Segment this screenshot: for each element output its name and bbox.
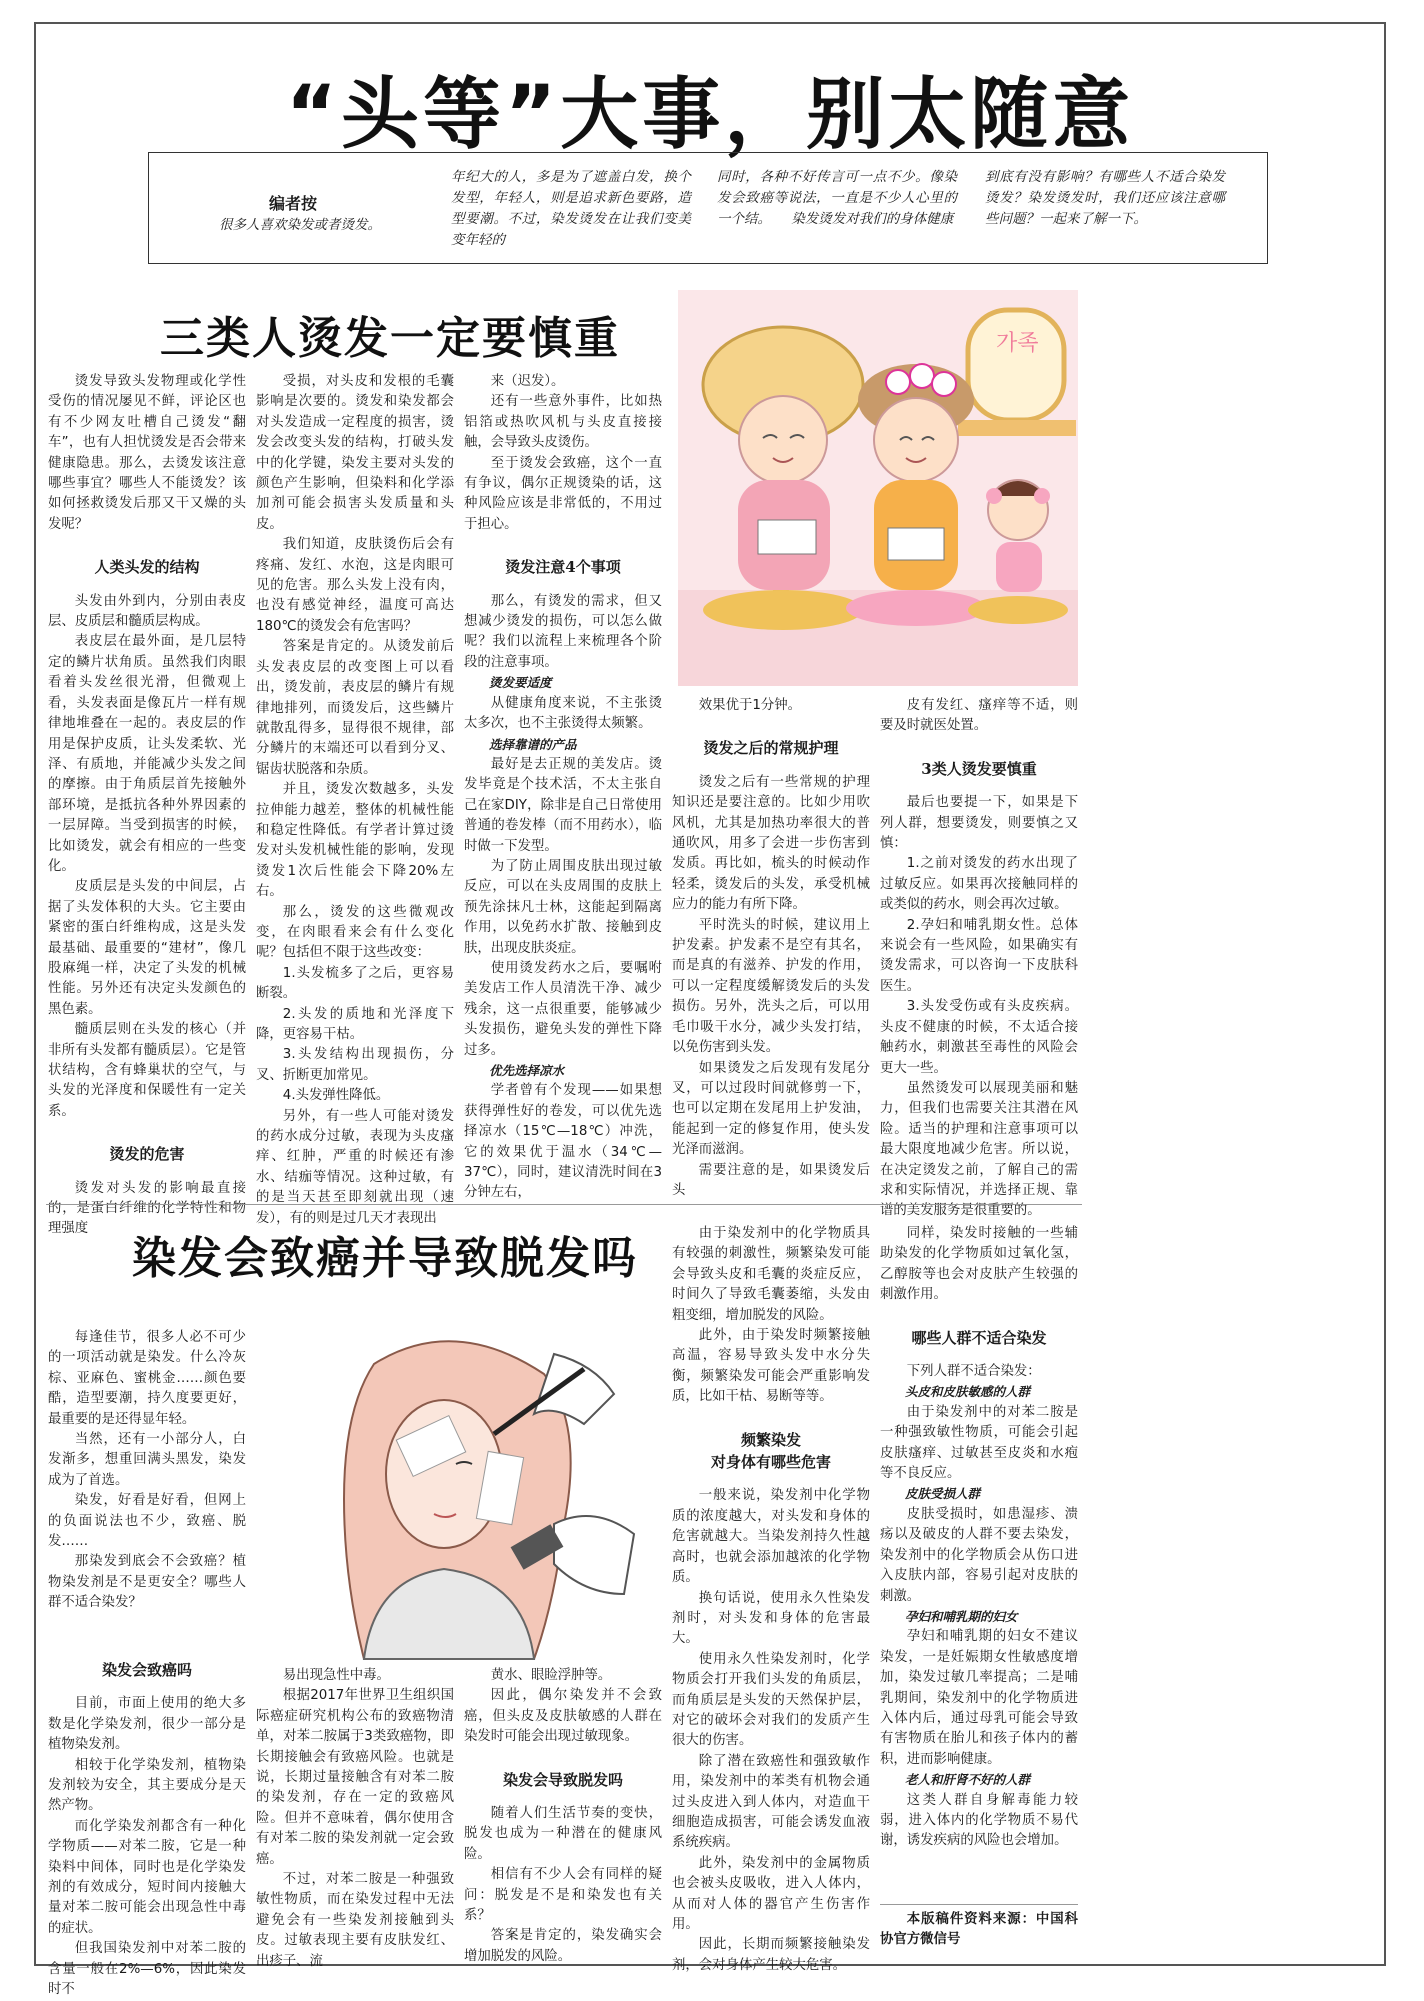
paragraph: 每逢佳节，很多人必不可少的一项活动就是染发。什么冷灰棕、亚麻色、蜜桃金……颜色要酷，造型要潮，持久度要更好，最重要的是还得显年轻。 xyxy=(48,1330,246,1427)
paragraph: 来（迟发）。 xyxy=(490,374,565,389)
paragraph: 3.头发结构出现损伤，分叉、折断更加常见。 xyxy=(256,1047,454,1083)
paragraph: 黄水、眼睑浮肿等。 xyxy=(490,1668,612,1683)
paragraph: 当然，还有一小部分人，白发渐多，想重回满头黑发，染发成为了首选。 xyxy=(48,1432,246,1488)
family-salon-illustration xyxy=(678,290,1078,686)
paragraph: 还有一些意外事件，比如热铝箔或热吹风机与头皮直接接触，会导致头皮烫伤。 xyxy=(464,394,662,451)
paragraph: 烫发导致头发物理或化学性受伤的情况屡见不鲜，评论区也有不少网友吐槽自己烫发“翻车”，也有人担忧烫发是否会带来健康隐患。那么，去烫发该注意哪些事宜？哪些人不能烫发？该如何拯救烫发后那又干又燥的头发呢？ xyxy=(48,374,246,532)
paragraph: 效果优于1分钟。 xyxy=(698,698,802,713)
paragraph: 答案是肯定的。从烫发前后头发表皮层的改变图上可以看出，烫发前，表皮层的鳞片有规律地排列，而烫发后，这些鳞片就散乱得多，显得很不规律，部分鳞片的末端还可以看到分叉、锯齿状脱落和杂质。 xyxy=(256,639,454,777)
paragraph: 至于烫发会致癌，这个一直有争议，偶尔正规烫染的话，这种风险应该是非常低的，不用过于担心。 xyxy=(464,455,662,532)
paragraph: 1.头发梳多了之后，更容易断裂。 xyxy=(256,965,454,1002)
paragraph: 头发由外到内，分别由表皮层、皮质层和髓质层构成。 xyxy=(48,593,246,630)
section-subheading: 烫发的危害 xyxy=(109,1145,185,1164)
section-divider xyxy=(46,1204,1082,1205)
article2-col3 xyxy=(464,1666,662,1962)
paragraph: 下列人群不适合染发： xyxy=(906,1364,1041,1380)
paragraph: 换句话说，使用永久性染发剂时，对头发和身体的危害最大。 xyxy=(672,1590,870,1647)
minor-heading: 烫发要适度 xyxy=(489,675,552,691)
paragraph: 这类人群自身解毒能力较弱，进入体内的化学物质不易代谢，诱发疾病的风险也会增加。 xyxy=(880,1792,1078,1849)
article1-title: 三类人烫发一定要慎重 xyxy=(160,313,620,364)
paragraph: 此外，染发剂中的金属物质也会被头皮吸收，进入人体内，从而对人体的器官产生伤害作用。 xyxy=(672,1855,870,1932)
section-subheading: 哪些人群不适合染发 xyxy=(911,1328,1047,1347)
credit-line xyxy=(880,1910,1078,1960)
section-subheading: 频繁染发 xyxy=(740,1430,801,1449)
paragraph: 同样，染发时接触的一些辅助染发的化学物质如过氧化氢，乙醇胺等也会对皮肤产生较强的刺激作用。 xyxy=(880,1226,1078,1303)
credit-divider xyxy=(880,1904,1078,1905)
section-subheading: 对身体有哪些危害 xyxy=(710,1453,831,1472)
paragraph: 那染发到底会不会致癌？植物染发剂是不是更安全？哪些人群不适合染发？ xyxy=(48,1554,246,1611)
paragraph: 受损，对头皮和发根的毛囊影响是次要的。烫发和染发都会对头发造成一定程度的损害，烫发会改变头发的结构，打破头发中的化学键，染发主要对头发的颜色产生影响，但染料和化学添加剂可能会损害头发质量和头皮。 xyxy=(256,374,454,532)
paragraph: 学者曾有个发现——如果想获得弹性好的卷发，可以优先选择凉水（15℃—18℃）冲洗，它的效果优于温水（34℃—37℃），同时，建议清洗时间在3分钟左右， xyxy=(464,1083,662,1201)
paragraph: 皮质层是头发的中间层，占据了头发体积的大头。它主要由紧密的蛋白纤维构成，这是头发最基础、最重要的“建材”，像几股麻绳一样，决定了头发的机械性能。另外还有决定头发颜色的黑色素。 xyxy=(48,879,246,1017)
minor-heading: 优先选择凉水 xyxy=(489,1063,565,1078)
article1-col4 xyxy=(672,696,870,1196)
hair-dye-illustration xyxy=(254,1324,662,1659)
paragraph: 为了防止周围皮肤出现过敏反应，可以在头皮周围的皮肤上预先涂抹凡士林，这能起到隔离作用，以免药水扩散、接触到皮肤，出现皮肤炎症。 xyxy=(464,858,662,956)
editor-note-col1: 很多人喜欢染发或者烫发。 xyxy=(219,217,381,233)
article1-col3 xyxy=(464,372,662,1201)
paragraph: 一般来说，染发剂中化学物质的浓度越大，对头发和身体的危害就越大。当染发剂持久性越高时，也就会添加越浓的化学物质。 xyxy=(672,1488,870,1586)
paragraph: 髓质层则在头发的核心（并非所有头发都有髓质层）。它是管状结构，含有蜂巢状的空气，与头发的光泽度和保暖性有一定关系。 xyxy=(48,1022,246,1119)
paragraph: 答案是肯定的，染发确实会增加脱发的风险。 xyxy=(464,1928,662,1964)
section-subheading: 烫发之后的常规护理 xyxy=(703,739,839,758)
section-subheading: 人类头发的结构 xyxy=(94,558,200,577)
paragraph: 并且，烫发次数越多，头发拉伸能力越差，整体的机械性能和稳定性降低。有学者计算过烫发对头发机械性能的影响，发现烫发1次后性能会下降20%左右。 xyxy=(256,782,454,900)
section-subheading: 烫发注意4个事项 xyxy=(505,558,621,577)
paragraph: 最后也要提一下，如果是下列人群，想要烫发，则要慎之又慎： xyxy=(880,795,1078,852)
paragraph: 不过，对苯二胺是一种强致敏性物质，而在染发过程中无法避免会有一些染发剂接触到头皮。过敏表现主要有皮肤发红、出疹子、流 xyxy=(256,1872,454,1969)
paragraph: 4.头发弹性降低。 xyxy=(282,1088,390,1104)
editor-note-col4: 到底有没有影响？有哪些人不适合染发烫发？染发烫发时，我们还应该注意哪些问题？一起来了解一下。 xyxy=(985,169,1225,227)
article2-col1-top xyxy=(48,1328,246,1638)
paragraph: 而化学染发剂都含有一种化学物质——对苯二胺，它是一种染料中间体，同时也是化学染发剂的有效成分，短时间内接触大量对苯二胺可能会出现急性中毒的症状。 xyxy=(48,1818,246,1936)
article2-col2 xyxy=(256,1666,454,1969)
paragraph: 需要注意的是，如果烫发后头 xyxy=(672,1162,870,1198)
paragraph: 3.头发受伤或有头皮疾病。头皮不健康的时候，不太适合接触药水，刺激甚至毒性的风险会更大一些。 xyxy=(880,999,1078,1076)
paragraph: 如果烫发之后发现有发尾分叉，可以过段时间就修剪一下，也可以定期在发尾用上护发油，能起到一定的修复作用，使头发光泽而滋润。 xyxy=(672,1060,870,1158)
paragraph: 皮有发红、瘙痒等不适，则要及时就医处置。 xyxy=(880,698,1078,734)
paragraph: 染发，好看是好看，但网上的负面说法也不少，致癌、脱发…… xyxy=(48,1493,246,1550)
paragraph: 因此，偶尔染发并不会致癌，但头皮及皮肤敏感的人群在染发时可能会出现过敏现象。 xyxy=(464,1688,662,1745)
article2-col1 xyxy=(48,1638,246,1998)
paragraph: 易出现急性中毒。 xyxy=(282,1668,390,1683)
article2-col4 xyxy=(672,1224,870,1973)
editor-note-col2: 年纪大的人，多是为了遮盖白发，换个发型，年轻人，则是追求新色要路，造型要潮。不过，染发烫发在让我们变美变年轻的 xyxy=(451,169,691,248)
paragraph: 2.孕妇和哺乳期女性。总体来说会有一些风险，如果确实有烫发需求，可以咨询一下皮肤科医生。 xyxy=(880,917,1078,994)
paragraph: 那么，烫发的这些微观改变，在肉眼看来会有什么变化呢？包括但不限于这些改变： xyxy=(256,904,454,961)
paragraph: 相信有不少人会有同样的疑问：脱发是不是和染发也有关系？ xyxy=(464,1867,662,1924)
page-title: “头等”大事，别太随意 xyxy=(285,70,1135,160)
paragraph: 我们知道，皮肤烫伤后会有疼痛、发红、水泡，这是肉眼可见的危害。那么头发上没有肉，也没有感觉神经，温度可高达180℃的烫发会有危害吗？ xyxy=(256,537,454,634)
minor-heading: 老人和肝肾不好的人群 xyxy=(905,1772,1031,1788)
minor-heading: 皮肤受损人群 xyxy=(905,1486,981,1502)
paragraph: 1.之前对烫发的药水出现了过敏反应。如果再次接触同样的或类似的药水，则会再次过敏。 xyxy=(880,856,1078,913)
paragraph: 根据2017年世界卫生组织国际癌症研究机构公布的致癌物清单，对苯二胺属于3类致癌物，即长期接触会有致癌风险。也就是说，长期过量接触含有对苯二胺的染发剂，存在一定的致癌风险。但并不意味着，偶尔使用含有对苯二胺的染发剂就一定会致癌。 xyxy=(256,1688,454,1867)
article2-col5 xyxy=(880,1224,1078,1962)
paragraph: 因此，长期而频繁接触染发剂，会对身体产生较大危害。 xyxy=(672,1937,870,1973)
section-subheading: 3类人烫发要慎重 xyxy=(921,759,1037,778)
paragraph: 虽然烫发可以展现美丽和魅力，但我们也需要关注其潜在风险。适当的护理和注意事项可以最大限度地减少危害。所以说，在决定烫发之前，了解自己的需求和实际情况，并选择正规、靠谱的美发服务是很重要的。 xyxy=(880,1080,1078,1219)
paragraph: 烫发之后有一些常规的护理知识还是要注意的。比如少用吹风机，尤其是加热功率很大的普通吹风，用多了会进一步伤害到发质。再比如，梳头的时候动作轻柔，烫发后的头发，承受机械应力的能力有所下降。 xyxy=(672,774,870,913)
paragraph: 烫发对头发的影响最直接的，是蛋白纤维的化学特性和物理强度 xyxy=(48,1180,246,1237)
minor-heading: 孕妇和哺乳期的妇女 xyxy=(905,1608,1018,1624)
section-subheading: 染发会致癌吗 xyxy=(101,1661,192,1679)
paragraph: 随着人们生活节奏的变快，脱发也成为一种潜在的健康风险。 xyxy=(464,1806,662,1862)
paragraph: 孕妇和哺乳期的妇女不建议染发，一是妊娠期女性敏感度增加，染发过敏几率提高；二是哺乳期间，染发剂中的化学物质进入体内后，通过母乳可能会导致有害物质在胎儿和孩子体内的蓄积，进而影响健康。 xyxy=(880,1629,1078,1767)
mirror-text: 가족 xyxy=(996,331,1039,356)
editor-note-box xyxy=(148,152,1268,264)
paragraph: 表皮层在最外面，是几层特定的鳞片状角质。虽然我们肉眼看着头发丝很光滑，但微观上看，头发表面是像瓦片一样有规律地堆叠在一起的。表皮层的作用是保护皮质，让头发柔软、光泽、有质地，并能减少头发之间的摩擦。由于角质层首先接触外部环境，是抵抗各种外界因素的一层屏障。当受到损害的时候，比如烫发，就会有相应的一些变化。 xyxy=(48,634,246,874)
article2-title: 染发会致癌并导致脱发吗 xyxy=(132,1233,638,1284)
paragraph: 皮肤受损时，如患湿疹、溃疡以及破皮的人群不要去染发，染发剂中的化学物质会从伤口进入皮肤内部，容易引起对皮肤的刺激。 xyxy=(880,1506,1078,1604)
paragraph: 另外，有一些人可能对烫发的药水成分过敏，表现为头皮瘙痒、红肿，严重的时候还有渗水、结痂等情况。这种过敏，有的是当天甚至即刻就出现（速发），有的则是过几天才表现出 xyxy=(256,1108,454,1226)
paragraph: 除了潜在致癌性和强致敏作用，染发剂中的苯类有机物会通过头皮进入到人体内，对造血干细胞造成损害，可能会诱发血液系统疾病。 xyxy=(672,1753,870,1851)
paragraph: 但我国染发剂中对苯二胺的含量一般在2%—6%，因此染发时不 xyxy=(48,1941,246,1998)
article1-col2 xyxy=(256,372,454,1226)
article1-col1 xyxy=(48,372,246,1237)
paragraph: 那么，有烫发的需求，但又想减少烫发的损伤，可以怎么做呢？我们以流程上来梳理各个阶段的注意事项。 xyxy=(464,593,662,670)
paragraph: 此外，由于染发时频繁接触高温，容易导致头发中水分失衡，频繁染发可能会严重影响发质，比如干枯、易断等等。 xyxy=(672,1328,870,1405)
paragraph: 最好是去正规的美发店。烫发毕竟是个技术活，不太主张自己在家DIY，除非是自己日常使用普通的卷发棒（而不用药水），临时做一下发型。 xyxy=(464,756,662,854)
paragraph: 使用烫发药水之后，要嘱咐美发店工作人员清洗干净、减少残余，这一点很重要，能够减少头发损伤，避免头发的弹性下降过多。 xyxy=(464,960,662,1058)
article1-col5 xyxy=(880,696,1078,1219)
paragraph: 目前，市面上使用的绝大多数是化学染发剂，很少一部分是植物染发剂。 xyxy=(48,1696,246,1753)
paragraph: 由于染发剂中的对苯二胺是一种强致敏性物质，可能会引起皮肤瘙痒、过敏甚至皮炎和水疱等不良反应。 xyxy=(880,1404,1078,1482)
paragraph: 由于染发剂中的化学物质具有较强的刺激性，频繁染发可能会导致头皮和毛囊的炎症反应，时间久了导致毛囊萎缩，头发由粗变细，增加脱发的风险。 xyxy=(672,1226,870,1323)
paragraph: 从健康角度来说，不主张烫太多次，也不主张烫得太频繁。 xyxy=(464,695,662,732)
paragraph: 使用永久性染发剂时，化学物质会打开我们头发的角质层，而角质层是头发的天然保护层，对它的破坏会对我们的发质产生很大的伤害。 xyxy=(672,1651,870,1749)
paragraph: 平时洗头的时候，建议用上护发素。护发素不是空有其名，而是真的有滋养、护发的作用，可以一定程度缓解烫发后的头发损伤。另外，洗头之后，可以用毛巾吸干水分，减少头发打结，以免伤害到头发。 xyxy=(672,917,870,1056)
section-subheading: 染发会导致脱发吗 xyxy=(502,1770,623,1789)
newspaper-page xyxy=(34,22,1386,1998)
paragraph: 相较于化学染发剂，植物染发剂较为安全，其主要成分是天然产物。 xyxy=(48,1757,246,1814)
minor-heading: 选择靠谱的产品 xyxy=(489,736,577,752)
editor-note-label: 编者按 xyxy=(269,194,318,213)
paragraph: 2.头发的质地和光泽度下降，更容易干枯。 xyxy=(256,1006,454,1042)
minor-heading: 头皮和皮肤敏感的人群 xyxy=(905,1384,1031,1400)
credit-text: 本版稿件资料来源：中国科协官方微信号 xyxy=(880,1912,1078,1948)
editor-note-col3: 同时，各种不好传言可一点不少。像染发会致癌等说法，一直是不少人心里的一个结。 染发烫发对我们的身体健康 xyxy=(717,169,957,227)
